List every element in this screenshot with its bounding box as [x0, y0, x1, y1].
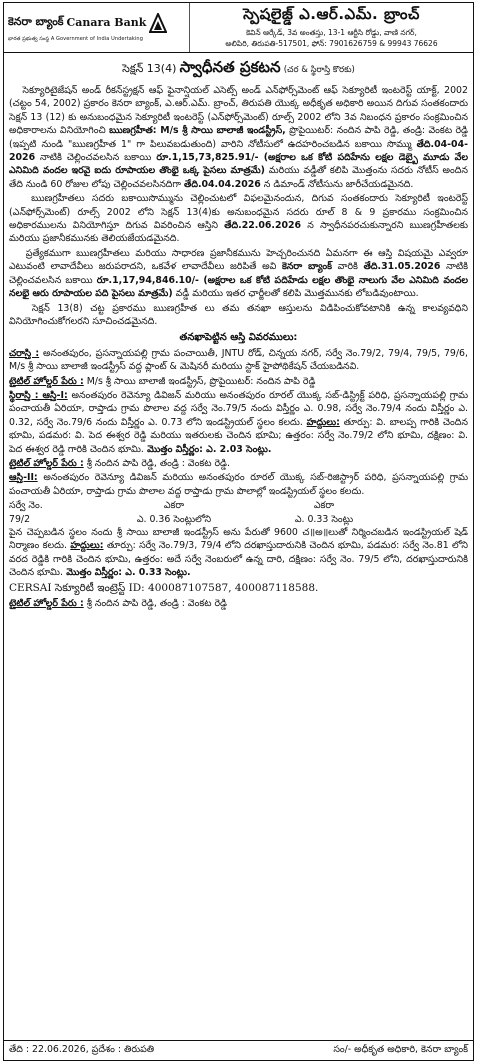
notice-date-1: తేది.04-04-2026	[9, 138, 468, 164]
survey-col-1: సర్వే నెం.	[9, 500, 43, 512]
para-2: ఋణగ్రహీతలు సదరు బకాయిసొమ్మును చెల్లించుటలో విఫలమైనందున, దిగువ సంతకందారు సెక్యూరిటీ ఇంటరెస్ట్ (ఎన్‌ఫోర్స్‌మెంట్) రూల్స్ 2002 లోని సెక్షన్ 13(4)కు అనుబంధమైన సదరు రూల్ 8 & 9 ప్రకారము సంక్రమించిన అధికారములను వినియోగిస్తూ దిగువ వివరించిన ఆస్తిని తేది.22.06.2026 న స్వాధీనపరచుకున్నారని ఋణగ్రహీతలకు మరియు ప్రజానీకమునకు తెలియజేయడమైనది.	[9, 193, 469, 245]
survey-col-2: ఎకరా	[163, 500, 185, 512]
canara-triangle-icon	[149, 13, 167, 33]
survey-cell: ఎ. 0.36 సెంట్లులోని	[136, 513, 212, 525]
borrower-name: ఋణగ్రహీత: M/s శ్రీ సాయి బాలాజీ ఇండస్ట్రీస్,	[109, 125, 286, 137]
footer-signatory: సం/- అధీకృత అధికారి, కెనరా బ్యాంక్	[333, 1044, 468, 1055]
para-1: సెక్యూరిటైజేషన్ అండ్ రీకన్‌స్ట్రక్షన్ ఆఫ్ ఫైనాన్షియల్ ఎసెట్స్ అండ్ ఎన్‌ఫోర్స్‌మెంట్ ఆఫ్ సెక్యూరిటీ ఇంటరెస్ట్ యాక్ట్, 2002 (చట్టం 54, 2002) ప్రకారం కెనరా బ్యాంక్, ఎ.ఆర్.ఎమ్. బ్రాంచ్, తిరుపతి యొక్క అధీకృత అధికారి అయిన దిగువ సంతకందారు సెక్షన్ 13 (12) కు అనుబంధమైన సెక్యూరిటీ ఇంటరెస్ట్ (ఎన్‌ఫోర్స్‌మెంట్) రూల్స్ 2002 లోని 3వ నిబంధన ప్రకారం సంక్రమించిన అధికారాలను వినియోగించి ఋణగ్రహీత: M/s శ్రీ సాయి బాలాజీ ఇండస్ట్రీస్, ప్రొపైయిటర్: నందిన పాపి రెడ్డి, తండ్రి: వెంకట రెడ్డి (ఇప్పటి నుండి "ఋణగ్రహీత 1" గా పిలువబడుతుంది) వారిని నోటీసులో ఉదహరించబడిన బకాయి సొమ్ము తేది.04-04-2026 నాటికి చెల్లించవలసిన బకాయి రూ.1,15,73,825.91/- (అక్షరాల ఒక కోటి పదిహేను లక్షల డెబ్బై మూడు వేల ఎనిమిది వందల ఇరవై ఐదు రూపాయల తొంభై ఒక్క పైసలు మాత్రమే) మరియు వడ్డీతో కలిపి మొత్తంను సదరు నోటీస్ అందిన తేది నుండి 60 రోజుల లోపు చెల్లించవలసినదిగా తేది.04.04.2026 న డిమాండ్ నోటీసును జారీచేయడమైనది.	[9, 85, 468, 190]
notice-frame	[3, 2, 474, 1061]
title-section: సెక్షన్ 13(4)	[122, 62, 177, 75]
header	[4, 3, 473, 53]
logo-tagline: భారత ప్రభుత్వ సంస్థ A Government of India Undertaking	[8, 35, 143, 42]
immovable-property-1: స్థిరాస్తి : ఆస్తి-I: అనంతపురం రెవెన్యూ డివిజన్ మరియు అనంతపురం రూరల్ యొక్క సబ్-డిస్ట్రిక్ట్ పరిధి, ప్రసన్నాయపల్లి గ్రామ పంచాయతీ ఏరియా, రాప్తాడు గ్రామ పొలాల వద్ద సర్వే నెం.79/5 నందు విస్తీర్ణం ఎ. 0.98, సర్వే నెం.79/4 నందు విస్తీర్ణం ఎ. 0.32, సర్వే నెం.79/6 నందు విస్తీర్ణం ఎ. 0.73 లోని ఇండస్ట్రియల్ స్థలం కలదు. హద్దులు: తూర్పు: వి. బాలప్ప గారికి చెందిన భూమి, పడమర: వి. పెద ఈశ్వర రెడ్డి మరియు ఇతరులకు చెందిన భూమి; ఉత్తరం: సర్వే నెం.79/2 లోని భూమి, దక్షిణం: వి. పెద ఈశ్వర రెడ్డి గారికి చెందిన భూమి. మొత్తం విస్తీర్ణం: ఎ. 2.03 సెంట్లు.	[9, 389, 469, 455]
title-main: స్వాధీనత ప్రకటన	[179, 58, 281, 76]
branch-address-1: కెవిన్ ఆర్కేడ్, 3వ అంతస్తు, 13-1 ఆర్టీసి రోడ్డు, వాణి నగర్,	[246, 28, 417, 37]
notice-body	[4, 84, 473, 610]
dues-date: తేది.31.05.2026	[363, 261, 441, 273]
para-3: ప్రత్యేకముగా ఋణగ్రహీతలు మరియు సాధారణ ప్రజానీకమును హెచ్చరించునది ఏమనగా ఈ ఆస్తి విషయమై ఎవ్వరూ ఎటువంటి లావాదేవీలు జరుపరాదని, ఒకవేళ లావాదేవీలు జరిపితే అవి కెనరా బ్యాంక్ వారికి తేది.31.05.2026 నాటికి చెల్లించవలసిన బకాయి రూ.1,17,94,846.10/- (అక్షరాల ఒక కోటి పదిహేడు లక్షల తొంభై నాలుగు వేల ఎనిమిది వందల నలభై ఆరు రూపాయల పది పైసలు మాత్రమే) వడ్డీ మరియు ఇతర ఛార్జీలతో కలిపి మొత్తమునకు లోబడివుంటాయి.	[9, 247, 469, 300]
survey-col-3: ఎకరా	[313, 500, 335, 512]
amount-words-2: (అక్షరాల ఒక కోటి పదిహేడు లక్షల తొంభై నాలుగు వేల ఎనిమిది వందల నలభై ఆరు రూపాయల పది పైసలు మాత్రమే)	[9, 274, 469, 300]
cersai-id: CERSAI సెక్యూరిటీ ఇంట్రెస్ట్ ID: 400087107587, 400087118588.	[9, 581, 319, 594]
schedule-heading: తనఖాపెట్టిన ఆస్తి వివరములు:	[179, 332, 298, 344]
immovable-property-2: ఆస్తి-II: అనంతపురం రెవెన్యూ డివిజన్ మరియు అనంతపురం రూరల్ యొక్క సబ్-రిజిస్ట్రార్ పరిధి, ప్రసన్నాయపల్లి గ్రామ పంచాయతీ ఏరియా, రాప్తాడు గ్రామ పొలాల వద్ద రాప్తాడు గ్రామ పొలాల్లో ఇండస్ట్రియల్ స్థలం కలదు.	[9, 472, 468, 497]
title-sub: (చర & స్థిరాస్తి కొరకు)	[283, 65, 355, 75]
footer-date-place: తేది : 22.06.2026, ప్రదేశం : తిరుపతి	[9, 1044, 155, 1055]
branch-info	[190, 3, 473, 52]
notice-title	[4, 53, 473, 84]
movable-property: చరాస్తి : అనంతపురం, ప్రసన్నాయపల్లి గ్రామ పంచాయితీ, JNTU రోడ్, చిన్నయ నగర్, సర్వే నెం.79/2, 79/4, 79/5, 79/6, M/s శ్రీ సాయి బాలాజీ ఇండస్ట్రీస్ వద్ద ప్లాంట్ & మెషినరీ మరియు స్టాక్ హైపోథికేషన్ చేయబడినవి.	[9, 347, 468, 373]
title-holder-1: టైటిల్ హోల్డర్ పేరు : M/s శ్రీ సాయి బాలాజీ ఇండస్ట్రీస్, ప్రొపైయిటర్: నందిన పాపి రెడ్డి	[9, 375, 316, 387]
amount-words-1: (అక్షరాల ఒక కోటి పదిహేను లక్షల డెబ్బై మూడు వేల ఎనిమిది వందల ఇరవై ఐదు రూపాయల తొంభై ఒక్క పైసలు మాత్రమే)	[9, 152, 468, 177]
survey-table	[9, 499, 468, 526]
title-holder-3: టైటిల్ హోల్డర్ పేరు : శ్రీ నందిన పాపి రెడ్డి, తండ్రి : వెంకట రెడ్డి	[9, 597, 227, 609]
due-amount-1: రూ.1,15,73,825.91/-	[156, 152, 259, 164]
logo-telugu-name: కెనరా బ్యాంక్	[8, 14, 64, 28]
branch-address-2: అలిపిరి, తిరుపతి-517501, ఫోన్: 7901626759 & 99943 76626	[225, 39, 438, 48]
footer	[4, 1040, 473, 1060]
logo-english-name: Canara Bank	[66, 16, 147, 29]
bank-logo	[4, 3, 190, 52]
branch-title: స్పెషలైజ్డ్ ఎ.ఆర్.ఎమ్. బ్రాంచ్	[243, 5, 420, 23]
possession-date: తేది.22.06.2026	[224, 220, 302, 232]
title-holder-2: టైటిల్ హోల్డర్ పేరు : శ్రీ నందిన పాపి రెడ్డి, తండ్రి : వెంకట రెడ్డి.	[9, 457, 230, 469]
due-amount-2: రూ.1,17,94,846.10/-	[96, 274, 199, 286]
para-4: సెక్షన్ 13(8) చట్ట ప్రకారము ఋణగ్రహీత లు తమ తనఖా ఆస్తులను విడిపించుకోవటానికి ఉన్న కాలవ్యవధిని వినియోగించుకోగలరని సూచించడమైనది.	[9, 302, 468, 327]
survey-cell: ఎ. 0.33 సెంట్లు	[294, 513, 354, 525]
demand-notice-date: తేది.04.04.2026	[184, 178, 261, 190]
survey-cell: 79/2	[9, 513, 31, 525]
immovable-property-2-details: పైన చెప్పబడిన స్థలం నందు శ్రీ సాయి బాలాజీ ఇండస్ట్రీస్ అను పేరుతో 9600 చ॥అ॥లుతో నిర్మించబడిన ఇండస్ట్రియల్ షెడ్ నిర్మాణం కలదు. హద్దులు: తూర్పు: సర్వే నెం.79/3, 79/4 లోని దరఖాస్తుదారునికి చెందిన భూమి, పడమర: సర్వే నెం.81 లోని వరద రెడ్డికి గారికి చెందిన భూమి, ఉత్తరం: అదే సర్వే నెంబరులో ఉన్న దారి, దక్షిణం: సర్వే నెం. 79/5 లోని, దరఖాస్తుదారునికి చెందిన భూమి. మొత్తం విస్తీర్ణం: ఎ. 0.33 సెంట్లు.	[9, 527, 469, 579]
